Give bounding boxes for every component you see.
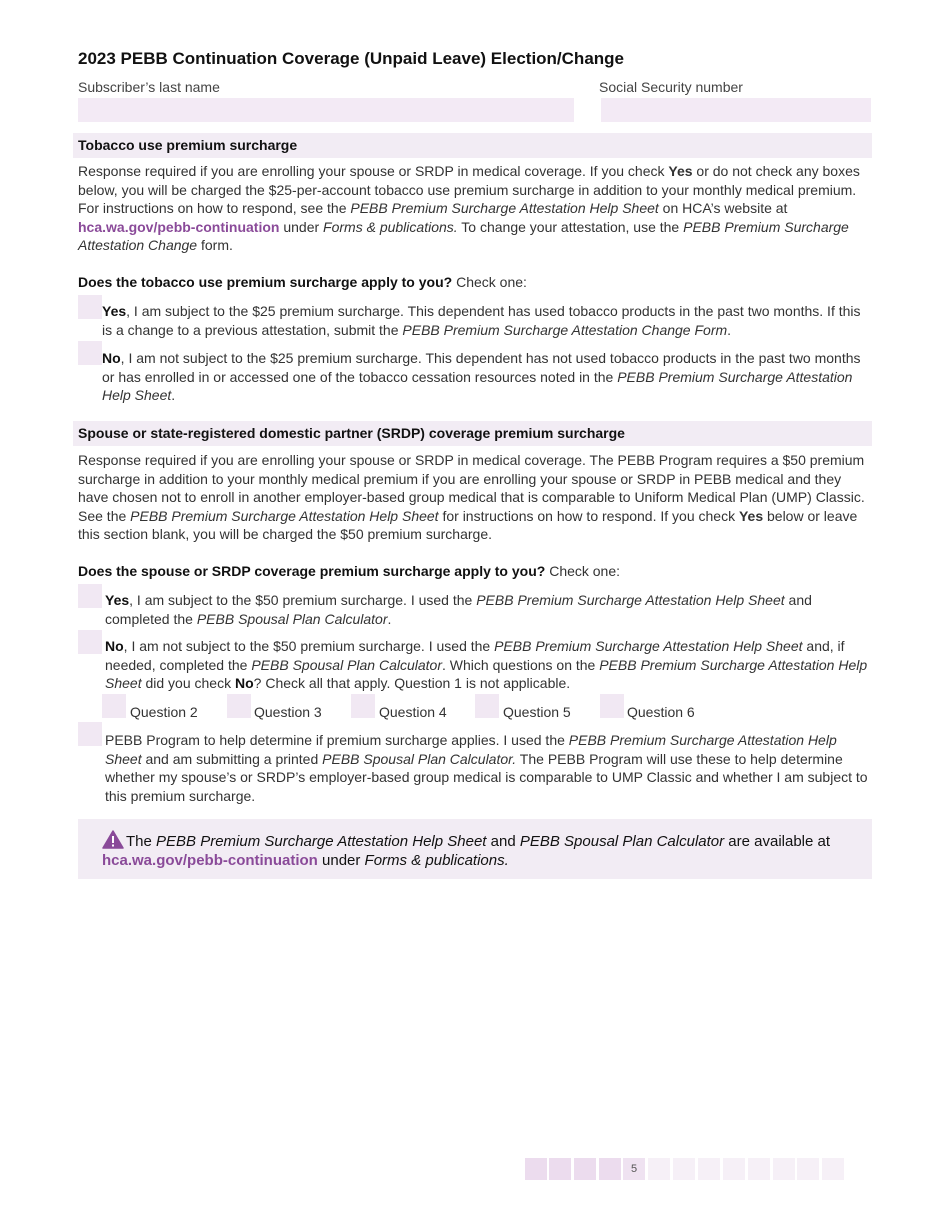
pager-block-12 [797,1158,819,1180]
pager-block-2 [549,1158,571,1180]
note-continuation-link[interactable]: hca.wa.gov/pebb-continuation [102,852,318,869]
spouse-yes-text: Yes, I am subject to the $50 premium surcharge. I used the PEBB Premium Surcharge Attestation Help Sheet and completed the PEBB Spousal Plan Calculator. [105,592,812,627]
question-5-checkbox[interactable] [475,694,499,718]
tobacco-intro: Response required if you are enrolling your spouse or SRDP in medical coverage. If you check Yes or do not check any boxes below, you will be charged the $25-per-account tobacco use premium surcharge in addition to your monthly medical premium. For instructions on how to respond, see the PEBB Premium Surcharge Attestation Help Sheet on HCA’s website at hca.wa.gov/pebb-continuation under Forms & publications. To change your attestation, use the PEBB Premium Surcharge Attestation Change form. [78,163,860,254]
spouse-no-text: No, I am not subject to the $50 premium surcharge. I used the PEBB Premium Surcharge Attestation Help Sheet and, if needed, completed the PEBB Spousal Plan Calculator. Which questions on the PEBB Premium Surcharge Attestation Help Sheet did you check No? Check all that apply. Question 1 is not applicable. [105,638,868,692]
spouse-no-checkbox[interactable] [78,630,102,654]
info-note-text: The PEBB Premium Surcharge Attestation Help Sheet and PEBB Spousal Plan Calculator are available at hca.wa.gov/pebb-continuation under Forms & publications. [102,833,831,869]
question-5-label: Question 5 [503,704,571,720]
tobacco-section-heading: Tobacco use premium surcharge [73,133,872,158]
pager-block-1 [525,1158,547,1180]
program-help-text: PEBB Program to help determine if premium surcharge applies. I used the PEBB Premium Surcharge Attestation Help Sheet and am submitting a printed PEBB Spousal Plan Calculator. The PEBB Program will use these to help determine whether my spouse’s or SRDP’s employer-based group medical is comparable to UMP Classic and whether I am subject to this premium surcharge. [105,732,868,804]
pager-block-11 [773,1158,795,1180]
pager-block-3 [574,1158,596,1180]
tobacco-yes-checkbox[interactable] [78,295,102,319]
page-number: 5 [623,1158,645,1180]
question-2-label: Question 2 [130,704,198,720]
continuation-link[interactable]: hca.wa.gov/pebb-continuation [78,218,280,235]
ssn-label: Social Security number [599,79,743,95]
ssn-field[interactable] [601,98,871,122]
spouse-yes-checkbox[interactable] [78,584,102,608]
tobacco-no-text: No, I am not subject to the $25 premium surcharge. This dependent has not used tobacco products in the past two months or has enrolled in or accessed one of the tobacco cessation resources noted in the PEBB Premium Surcharge Attestation Help Sheet. [102,350,861,404]
pager-block-8 [698,1158,720,1180]
pager-block-13 [822,1158,844,1180]
question-3-checkbox[interactable] [227,694,251,718]
program-help-checkbox[interactable] [78,722,102,746]
last-name-field[interactable] [78,98,574,122]
question-6-checkbox[interactable] [600,694,624,718]
question-4-label: Question 4 [379,704,447,720]
tobacco-question: Does the tobacco use premium surcharge apply to you? Check one: [78,274,527,290]
question-6-label: Question 6 [627,704,695,720]
spouse-question: Does the spouse or SRDP coverage premium surcharge apply to you? Check one: [78,563,621,579]
pager-block-6 [648,1158,670,1180]
tobacco-yes-text: Yes, I am subject to the $25 premium surcharge. This dependent has used tobacco products in the past two months. If this is a change to a previous attestation, submit the PEBB Premium Surcharge Attestation Change Form. [102,303,861,338]
spouse-intro: Response required if you are enrolling your spouse or SRDP in medical coverage. The PEBB Program requires a $50 premium surcharge in addition to your monthly medical premium if you are enrolling your spouse or SRDP in PEBB medical and they have chosen not to enroll in another employer-based group medical that is comparable to Uniform Medical Plan (UMP) Classic. See the PEBB Premium Surcharge Attestation Help Sheet for instructions on how to respond. If you check Yes below or leave this section blank, you will be charged the $50 premium surcharge. [78,452,865,543]
pager-block-4 [599,1158,621,1180]
question-4-checkbox[interactable] [351,694,375,718]
spouse-section-heading: Spouse or state-registered domestic partner (SRDP) coverage premium surcharge [73,421,872,446]
tobacco-no-checkbox[interactable] [78,341,102,365]
question-3-label: Question 3 [254,704,322,720]
question-2-checkbox[interactable] [102,694,126,718]
pager-block-10 [748,1158,770,1180]
last-name-label: Subscriber’s last name [78,79,220,95]
pager-block-7 [673,1158,695,1180]
pager-block-9 [723,1158,745,1180]
form-title: 2023 PEBB Continuation Coverage (Unpaid Leave) Election/Change [78,49,624,68]
